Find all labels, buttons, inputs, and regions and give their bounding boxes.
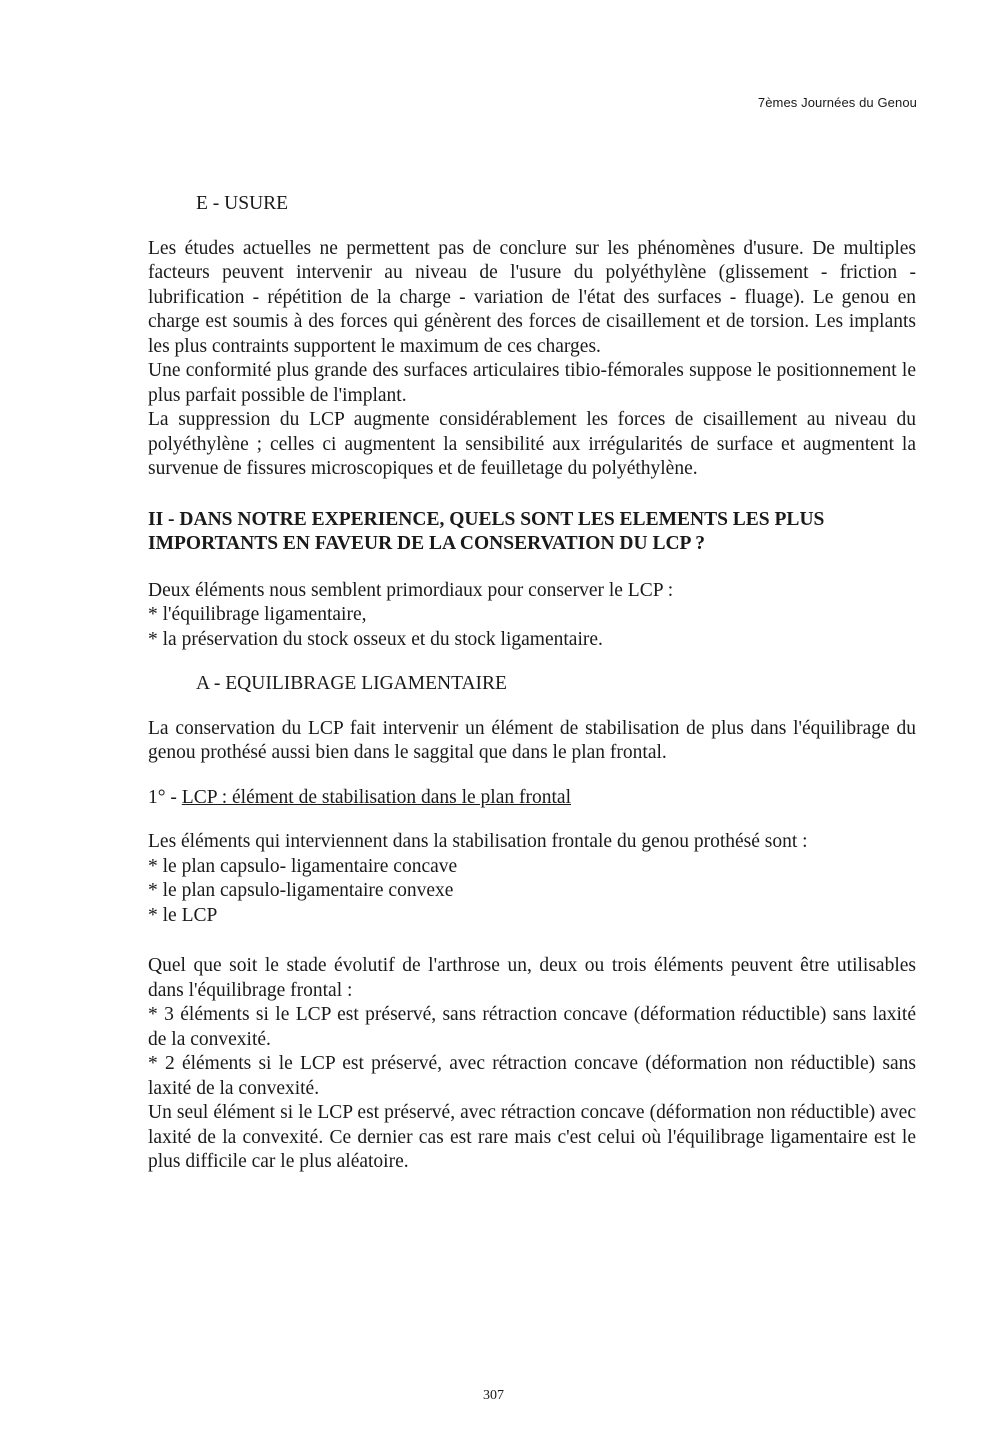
subsection-1-item-1: * le plan capsulo- ligamentaire concave (148, 855, 458, 877)
subsection-1-title-text: LCP : élément de stabilisation dans le plan frontal (181, 786, 571, 808)
section-a-heading: A - EQUILIBRAGE LIGAMENTAIRE (196, 673, 507, 694)
section-ii-item-1: * l'équilibrage ligamentaire, (148, 604, 367, 625)
section-e-paragraph-2: Une conformité plus grande des surfaces articulaires tibio-fémorales suppose le positionnement le plus parfait possible de l'implant. (148, 360, 916, 406)
subsection-1-intro: Les éléments qui interviennent dans la stabilisation frontale du genou prothésé sont : (148, 831, 808, 852)
section-ii-heading-line-1: II - DANS NOTRE EXPERIENCE, QUELS SONT LES ELEMENTS LES PLUS (148, 508, 825, 530)
subsection-1-title (148, 786, 916, 811)
section-ii-item-2: * la préservation du stock osseux et du stock ligamentaire. (148, 628, 603, 650)
section-ii-heading (148, 508, 916, 557)
subsection-1-list (148, 855, 916, 929)
section-ii-intro: Deux éléments nous semblent primordiaux pour conserver le LCP : (148, 579, 674, 601)
running-header: 7èmes Journées du Genou (757, 95, 917, 110)
section-ii-heading-line-2: IMPORTANTS EN FAVEUR DE LA CONSERVATION DU LCP ? (148, 533, 705, 554)
section-e-paragraph-1: Les études actuelles ne permettent pas de conclure sur les phénomènes d'usure. De multiples facteurs peuvent intervenir au niveau de l'usure du polyéthylène (glissement - friction - lubrification - répétition de la charge - variation de l'état des surfaces - fluage). Le genou en charge est soumis à des forces qui génèrent des forces de cisaillement et de torsion. Les implants les plus contraints supportent le maximum de ces charges. (148, 237, 916, 357)
subsection-1-case-3: Un seul élément si le LCP est préservé, avec rétraction concave (déformation non réductible) avec laxité de la convexité. Ce dernier cas est rare mais c'est celui où l'équilibrage ligamentaire est le plus difficile car le plus aléatoire. (148, 1102, 916, 1172)
subsection-1-case-1: * 3 éléments si le LCP est préservé, sans rétraction concave (déformation réductible) sans laxité de la convexité. (148, 1004, 916, 1050)
subsection-1-number: 1° - (148, 786, 177, 808)
section-a-paragraph: La conservation du LCP fait intervenir un élément de stabilisation de plus dans l'équilibrage du genou prothésé aussi bien dans le saggital que dans le plan frontal. (148, 717, 916, 763)
section-e-heading: E - USURE (196, 193, 289, 214)
section-ii-list (148, 579, 916, 653)
subsection-1-case-2: * 2 éléments si le LCP est préservé, avec rétraction concave (déformation non réductible) sans laxité de la convexité. (148, 1053, 916, 1099)
subsection-1-item-2: * le plan capsulo-ligamentaire convexe (148, 880, 454, 901)
page-number: 307 (483, 1388, 504, 1403)
subsection-1-item-3: * le LCP (148, 904, 218, 926)
subsection-1-paragraph-intro: Quel que soit le stade évolutif de l'arthrose un, deux ou trois éléments peuvent être utilisables dans l'équilibrage frontal : (148, 955, 916, 1001)
page-body (148, 192, 916, 1175)
section-e-paragraph-3: La suppression du LCP augmente considérablement les forces de cisaillement au niveau du polyéthylène ; celles ci augmentent la sensibilité aux irrégularités de surface et augmentent la survenue de fissures microscopiques et de feuilletage du polyéthylène. (148, 409, 916, 479)
